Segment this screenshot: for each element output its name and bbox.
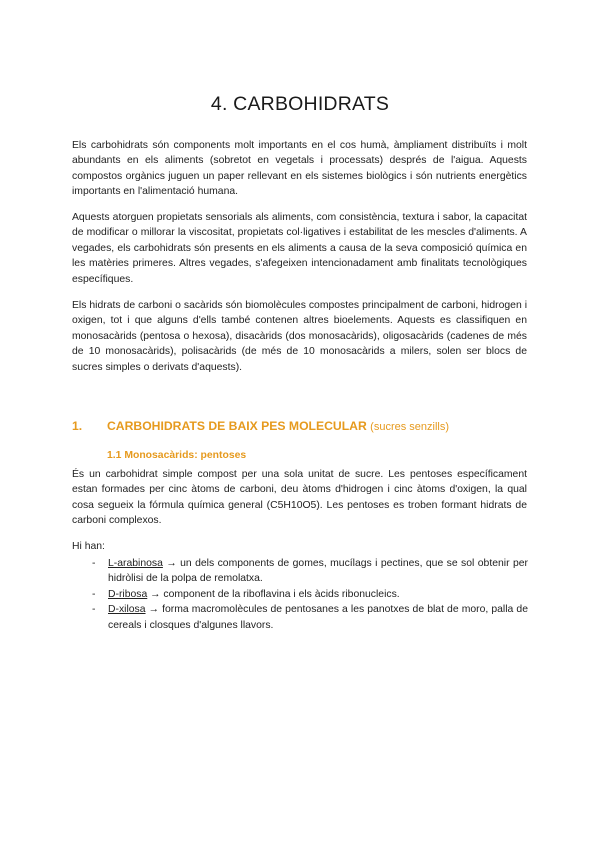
list-text: → component de la riboflavina i els àcids ribonucleics. xyxy=(147,588,400,600)
list-text: → un dels components de gomes, mucílags i pectines, que se sol obtenir per hidròlisi de la polpa de remolatxa. xyxy=(108,558,528,585)
list-term: L-arabinosa xyxy=(108,558,163,569)
list-term: D-ribosa xyxy=(108,588,148,600)
subsection-heading: 1.1 Monosacàrids: pentoses xyxy=(107,450,247,461)
list-dash: - xyxy=(92,558,96,569)
list-intro: Hi han: xyxy=(72,541,105,552)
section-heading xyxy=(72,419,532,433)
page-title: 4. CARBOHIDRATS xyxy=(210,93,390,115)
classification-paragraph: Els hidrats de carboni o sacàrids són biomolècules compostes principalment de carboni, hidrogen i oxigen, tot i que alguns d'ells també contenen altres bioelements. Aquests es classifiquen en monosacàrids (pentosa o hexosa), disacàrids (dos monosacàrids), oligosacàrids (cadenes de més de 10 monosacàrids), polisacàrids (de més de 10 monosacàrids a milers, solen ser blocs de sucres simples o derivats d'aquests). xyxy=(72,300,527,373)
list-term: D-xilosa xyxy=(108,604,146,616)
list-dash: - xyxy=(92,588,96,600)
section-subtitle: (sucres senzills) xyxy=(370,421,450,433)
section-title: CARBOHIDRATS DE BAIX PES MOLECULAR xyxy=(107,419,367,433)
list-dash: - xyxy=(92,604,96,616)
properties-paragraph: Aquests atorguen propietats sensorials als aliments, com consistència, textura i sabor, la capacitat de modificar o millorar la viscositat, propietats col·ligatives i estabilitat de les mescles d'aliments. A vegades, els carbohidrats són presents en els aliments a causa de la seva composició química en les matèries primeres. Altres vegades, s'afegeixen intencionadament amb finalitats tecnològiques específiques. xyxy=(72,212,527,285)
intro-paragraph: Els carbohidrats són components molt importants en el cos humà, àmpliament distribuïts i molt abundants en els aliments (sobretot en vegetals i processats) després de l'aigua. Aquests compostos orgànics juguen un paper rellevant en els sistemes biològics i són nutrients energètics importants en l'alimentació humana. xyxy=(72,140,527,198)
pentoses-list xyxy=(92,556,528,633)
list-item xyxy=(92,556,528,587)
list-item xyxy=(92,602,528,633)
pentoses-paragraph: És un carbohidrat simple compost per una sola unitat de sucre. Les pentoses específicament estan formades per cinc àtoms de carboni, deu àtoms d'hidrogen i cinc àtoms d'oxigen, la qual cosa segueix la fórmula química general (C5H10O5). Les pentoses es troben formant hidrats de carboni complexos. xyxy=(72,469,527,527)
list-item xyxy=(92,587,528,602)
list-text: → forma macromolècules de pentosanes a les panotxes de blat de moro, palla de cereals i closques d'algunes llavors. xyxy=(108,604,528,631)
section-number: 1. xyxy=(72,419,83,433)
